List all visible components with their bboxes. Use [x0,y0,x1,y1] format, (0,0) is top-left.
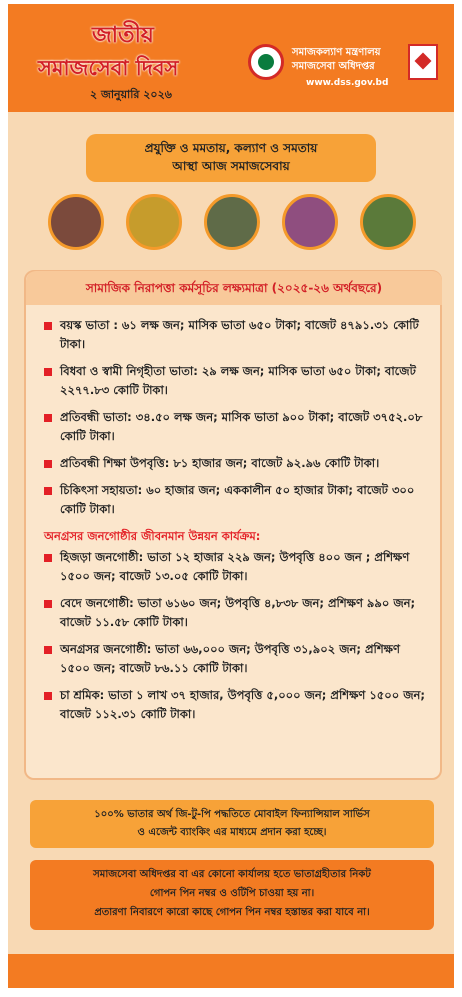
photo-circle [282,194,338,250]
ministry-name [292,46,381,74]
website-url: www.dss.gov.bd [306,78,389,88]
dss-logo-mark [415,53,432,70]
photo-circle [204,194,260,250]
slogan-line2: আস্থা আজ সমাজসেবায় [172,159,290,173]
notice2-line1: সমাজসেবা অধিদপ্তর বা এর কোনো কার্যালয় হতে ভাতাগ্রহীতার নিকট [93,869,371,880]
list-item: চা শ্রমিক: ভাতা ১ লাখ ৩৭ হাজার, উপবৃত্তি ৫,০০০ জন; প্রশিক্ষণ ১৫০০ জন; বাজেট ১১২.৩১ কোটি টাকা। [44,686,426,724]
list-item: বেদে জনগোষ্ঠী: ভাতা ৬১৬০ জন; উপবৃত্তি ৪,৮৩৮ জন; প্রশিক্ষণ ৯৯০ জন; বাজেট ১১.৫৮ কোটি টাকা। [44,594,426,632]
list-item: চিকিৎসা সহায়তা: ৬০ হাজার জন; এককালীন ৫০ হাজার টাকা; বাজেট ৩০০ কোটি টাকা। [44,481,426,519]
targets-panel [24,270,442,780]
pin-warning-notice [30,860,434,930]
footer-band [8,954,454,988]
sub-heading: অনগ্রসর জনগোষ্ঠীর জীবনমান উন্নয়ন কার্যক্রম: [44,529,261,543]
list-item: প্রতিবন্ধী ভাতা: ৩৪.৫০ লক্ষ জন; মাসিক ভাতা ৯০০ টাকা; বাজেট ৩৭৫২.০৮ কোটি টাকা। [44,408,426,446]
event-date: ২ জানুয়ারি ২০২৬ [90,88,172,101]
dss-logo [408,44,438,80]
notice1-line1: ১০০% ভাতার অর্থ জি-টু-পি পদ্ধতিতে মোবাইল ফিন্যান্সিয়াল সার্ভিস [94,809,370,820]
ministry-line1: সমাজকল্যাণ মন্ত্রণালয় [292,47,381,58]
poster [8,4,454,988]
list-item: অনগ্রসর জনগোষ্ঠী: ভাতা ৬৬,০০০ জন; উপবৃত্তি ৩১,৯০২ জন; প্রশিক্ষণ ১৫০০ জন; বাজেট ৮৬.১১ কোটি টাকা। [44,640,426,678]
title-line1: জাতীয় [92,23,154,48]
photo-circle [360,194,416,250]
slogan-box [86,134,376,182]
notice1-line2: ও এজেন্ট ব্যাংকিং এর মাধ্যমে প্রদান করা হচ্ছে। [137,827,327,838]
panel-title: সামাজিক নিরাপত্তা কর্মসূচির লক্ষ্যমাত্রা (২০২৫-২৬ অর্থবছরে) [26,271,442,305]
photo-circle [48,194,104,250]
slogan-line1: প্রযুক্তি ও মমতায়, কল্যাণ ও সমতায় [144,141,318,155]
ministry-line2: সমাজসেবা অধিদপ্তর [292,61,375,72]
title-line2: সমাজসেবা দিবস [38,56,179,80]
photo-circle [126,194,182,250]
government-seal-logo [248,44,284,80]
list-item: হিজড়া জনগোষ্ঠী: ভাতা ১২ হাজার ২২৯ জন; উপবৃত্তি ৪০০ জন ; প্রশিক্ষণ ১৫০০ জন; বাজেট ১৩.০৫ কোটি টাকা। [44,548,426,586]
list-item: বয়স্ক ভাতা : ৬১ লক্ষ জন; মাসিক ভাতা ৬৫০ টাকা; বাজেট ৪৭৯১.৩১ কোটি টাকা। [44,316,426,354]
list-item: বিধবা ও স্বামী নিগৃহীতা ভাতা: ২৯ লক্ষ জন; মাসিক ভাতা ৬৫০ টাকা; বাজেট ২২৭৭.৮৩ কোটি টাকা। [44,362,426,400]
notice2-line3: প্রতারণা নিবারণে কারো কাছে গোপন পিন নম্বর হস্তান্তর করা যাবে না। [94,907,370,918]
notice2-line2: গোপন পিন নম্বর ও ওটিপি চাওয়া হয় না। [149,888,315,899]
header-band [8,4,454,112]
photo-strip [48,194,420,254]
payment-notice [30,800,434,848]
targets-list [44,316,426,732]
list-item: প্রতিবন্ধী শিক্ষা উপবৃত্তি: ৮১ হাজার জন; বাজেট ৯২.৯৬ কোটি টাকা। [44,454,426,473]
